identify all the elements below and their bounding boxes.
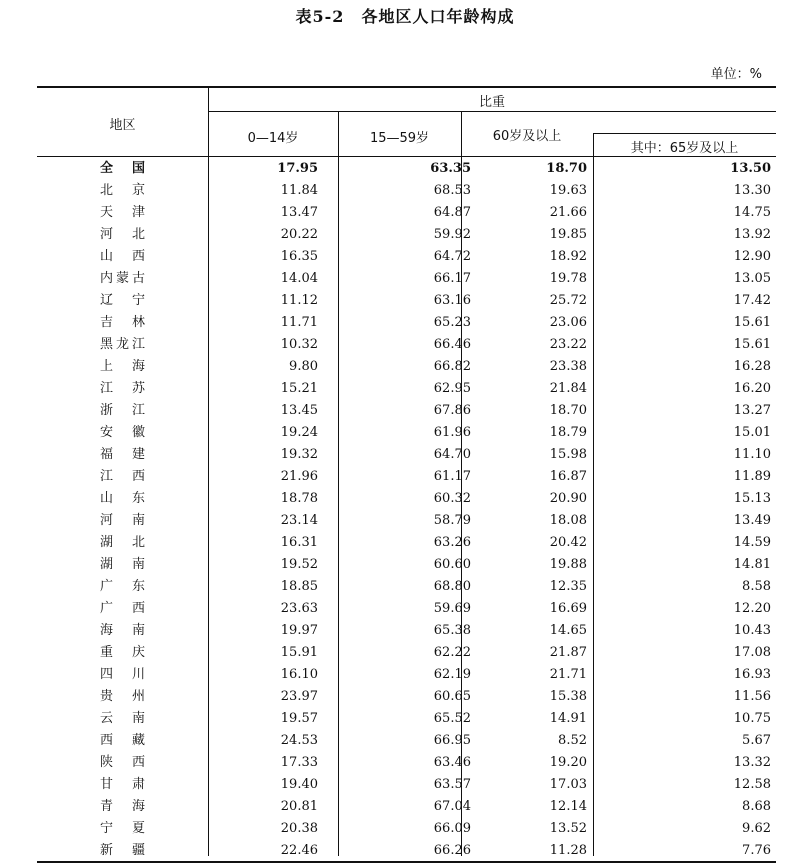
- value-15-59: 62.95: [433, 381, 471, 396]
- region-name: 福 建: [100, 447, 145, 462]
- table-row: [37, 686, 776, 708]
- table-row: [37, 466, 776, 488]
- table-row: [37, 224, 776, 246]
- value-65-plus: 12.58: [733, 777, 771, 792]
- value-60-plus: 23.38: [549, 359, 587, 374]
- header-65-plus: 其中：65岁及以上: [630, 141, 739, 156]
- value-0-14: 23.14: [280, 513, 318, 528]
- value-65-plus: 10.75: [733, 711, 771, 726]
- value-65-plus: 5.67: [742, 733, 771, 748]
- value-0-14: 18.78: [280, 491, 318, 506]
- region-name: 河 南: [100, 513, 145, 528]
- value-0-14: 20.81: [280, 799, 318, 814]
- region-name: 山 西: [100, 249, 145, 264]
- region-name: 新 疆: [100, 843, 145, 858]
- header-60-plus: 60岁及以上: [492, 129, 562, 144]
- value-60-plus: 21.84: [549, 381, 587, 396]
- value-15-59: 62.22: [433, 645, 471, 660]
- table-row: [37, 180, 776, 202]
- region-name: 重 庆: [100, 645, 145, 660]
- value-15-59: 68.53: [433, 183, 471, 198]
- value-15-59: 60.65: [433, 689, 471, 704]
- table-row: [37, 268, 776, 290]
- value-15-59: 65.52: [433, 711, 471, 726]
- table-row: [37, 642, 776, 664]
- value-65-plus: 17.42: [733, 293, 771, 308]
- region-name: 四 川: [100, 667, 145, 682]
- region-name: 安 徽: [100, 425, 145, 440]
- value-15-59: 61.17: [433, 469, 471, 484]
- value-15-59: 67.04: [433, 799, 471, 814]
- table-row: [37, 246, 776, 268]
- value-65-plus: 16.20: [733, 381, 771, 396]
- value-15-59: 66.17: [433, 271, 471, 286]
- value-0-14: 16.31: [280, 535, 318, 550]
- region-name: 宁 夏: [100, 821, 145, 836]
- value-15-59: 59.92: [433, 227, 471, 242]
- header-sub-rule: [593, 133, 776, 134]
- value-60-plus: 19.85: [549, 227, 587, 242]
- table-row: [37, 818, 776, 840]
- table-row: [37, 576, 776, 598]
- table-row: [37, 532, 776, 554]
- value-60-plus: 18.08: [549, 513, 587, 528]
- value-60-plus: 12.35: [549, 579, 587, 594]
- header-group-rule: [208, 111, 776, 112]
- value-60-plus: 18.79: [549, 425, 587, 440]
- value-65-plus: 14.81: [733, 557, 771, 572]
- value-15-59: 60.32: [433, 491, 471, 506]
- region-name: 上 海: [100, 359, 145, 374]
- value-0-14: 11.84: [280, 183, 318, 198]
- region-name: 海 南: [100, 623, 145, 638]
- value-0-14: 17.33: [280, 755, 318, 770]
- value-65-plus: 9.62: [742, 821, 771, 836]
- value-65-plus: 14.59: [733, 535, 771, 550]
- value-15-59: 63.16: [433, 293, 471, 308]
- value-65-plus: 8.58: [742, 579, 771, 594]
- value-0-14: 11.71: [280, 315, 318, 330]
- region-name: 河 北: [100, 227, 145, 242]
- value-65-plus: 11.89: [733, 469, 771, 484]
- value-0-14: 17.95: [277, 161, 318, 176]
- region-name: 云 南: [100, 711, 145, 726]
- value-60-plus: 12.14: [549, 799, 587, 814]
- region-name: 江 西: [100, 469, 145, 484]
- value-15-59: 60.60: [433, 557, 471, 572]
- value-65-plus: 12.20: [733, 601, 771, 616]
- value-0-14: 13.45: [280, 403, 318, 418]
- table-row: [37, 620, 776, 642]
- value-15-59: 66.09: [433, 821, 471, 836]
- value-65-plus: 8.68: [742, 799, 771, 814]
- value-15-59: 61.96: [433, 425, 471, 440]
- value-15-59: 67.86: [433, 403, 471, 418]
- value-15-59: 63.46: [433, 755, 471, 770]
- header-0-14: 0—14岁: [247, 131, 299, 146]
- region-name: 青 海: [100, 799, 145, 814]
- table-row: [37, 664, 776, 686]
- region-name: 浙 江: [100, 403, 145, 418]
- value-0-14: 19.24: [280, 425, 318, 440]
- value-0-14: 16.35: [280, 249, 318, 264]
- value-60-plus: 16.87: [549, 469, 587, 484]
- value-15-59: 68.80: [433, 579, 471, 594]
- header-bottom-rule: [37, 156, 776, 157]
- table-row: [37, 378, 776, 400]
- value-15-59: 66.26: [433, 843, 471, 858]
- value-0-14: 19.32: [280, 447, 318, 462]
- value-65-plus: 13.49: [733, 513, 771, 528]
- value-15-59: 64.72: [433, 249, 471, 264]
- value-60-plus: 19.20: [549, 755, 587, 770]
- value-65-plus: 16.28: [733, 359, 771, 374]
- table-row: [37, 444, 776, 466]
- value-60-plus: 20.42: [549, 535, 587, 550]
- table-row: [37, 334, 776, 356]
- region-name: 辽 宁: [100, 293, 145, 308]
- value-60-plus: 15.38: [549, 689, 587, 704]
- value-60-plus: 21.71: [549, 667, 587, 682]
- value-15-59: 66.46: [433, 337, 471, 352]
- region-name: 天 津: [100, 205, 145, 220]
- header-region: 地区: [109, 118, 136, 133]
- table-row: [37, 422, 776, 444]
- unit-label: 单位：%: [710, 67, 762, 82]
- region-name: 江 苏: [100, 381, 145, 396]
- value-0-14: 20.38: [280, 821, 318, 836]
- value-60-plus: 14.91: [549, 711, 587, 726]
- value-0-14: 16.10: [280, 667, 318, 682]
- value-60-plus: 25.72: [549, 293, 587, 308]
- value-0-14: 23.63: [280, 601, 318, 616]
- value-60-plus: 23.06: [549, 315, 587, 330]
- table-row: [37, 598, 776, 620]
- value-0-14: 24.53: [280, 733, 318, 748]
- region-name: 湖 南: [100, 557, 145, 572]
- value-65-plus: 15.01: [733, 425, 771, 440]
- value-15-59: 62.19: [433, 667, 471, 682]
- value-60-plus: 19.63: [549, 183, 587, 198]
- value-15-59: 64.70: [433, 447, 471, 462]
- value-15-59: 59.69: [433, 601, 471, 616]
- table-row: [37, 752, 776, 774]
- value-65-plus: 7.76: [742, 843, 771, 858]
- table-title: 表5-2 各地区人口年龄构成: [295, 7, 515, 26]
- value-65-plus: 13.50: [730, 161, 771, 176]
- region-name: 广 东: [100, 579, 145, 594]
- table-body: [37, 158, 776, 862]
- region-name: 贵 州: [100, 689, 145, 704]
- table-row: [37, 796, 776, 818]
- table-row: [37, 356, 776, 378]
- value-0-14: 19.97: [280, 623, 318, 638]
- value-15-59: 66.95: [433, 733, 471, 748]
- value-60-plus: 18.92: [549, 249, 587, 264]
- value-15-59: 63.57: [433, 777, 471, 792]
- region-name: 吉 林: [100, 315, 145, 330]
- table-row: [37, 730, 776, 752]
- value-65-plus: 10.43: [733, 623, 771, 638]
- value-0-14: 22.46: [280, 843, 318, 858]
- value-60-plus: 19.78: [549, 271, 587, 286]
- value-65-plus: 11.10: [733, 447, 771, 462]
- value-60-plus: 20.90: [549, 491, 587, 506]
- value-0-14: 11.12: [280, 293, 318, 308]
- value-15-59: 63.35: [430, 161, 471, 176]
- header-15-59: 15—59岁: [369, 131, 430, 146]
- value-60-plus: 18.70: [546, 161, 587, 176]
- value-65-plus: 13.27: [733, 403, 771, 418]
- region-name: 陕 西: [100, 755, 145, 770]
- value-65-plus: 15.61: [733, 315, 771, 330]
- region-name: 黑龙江: [100, 337, 145, 352]
- value-0-14: 19.52: [280, 557, 318, 572]
- region-name: 内蒙古: [100, 271, 145, 286]
- region-name: 北 京: [100, 183, 145, 198]
- value-65-plus: 13.30: [733, 183, 771, 198]
- header-group: 比重: [478, 95, 505, 110]
- value-0-14: 18.85: [280, 579, 318, 594]
- table-top-rule: [37, 86, 776, 88]
- value-0-14: 21.96: [280, 469, 318, 484]
- value-65-plus: 15.61: [733, 337, 771, 352]
- value-65-plus: 16.93: [733, 667, 771, 682]
- value-60-plus: 23.22: [549, 337, 587, 352]
- value-15-59: 66.82: [433, 359, 471, 374]
- value-60-plus: 8.52: [558, 733, 587, 748]
- value-0-14: 20.22: [280, 227, 318, 242]
- value-60-plus: 13.52: [549, 821, 587, 836]
- value-0-14: 10.32: [280, 337, 318, 352]
- region-name: 西 藏: [100, 733, 145, 748]
- region-name: 甘 肃: [100, 777, 145, 792]
- table-row: [37, 400, 776, 422]
- value-65-plus: 15.13: [733, 491, 771, 506]
- value-60-plus: 17.03: [549, 777, 587, 792]
- value-60-plus: 15.98: [549, 447, 587, 462]
- value-60-plus: 21.66: [549, 205, 587, 220]
- value-15-59: 63.26: [433, 535, 471, 550]
- table-row: [37, 202, 776, 224]
- table-row: [37, 312, 776, 334]
- table-row: [37, 554, 776, 576]
- value-0-14: 23.97: [280, 689, 318, 704]
- value-60-plus: 21.87: [549, 645, 587, 660]
- value-0-14: 19.40: [280, 777, 318, 792]
- value-0-14: 19.57: [280, 711, 318, 726]
- table-row: [37, 708, 776, 730]
- region-name: 山 东: [100, 491, 145, 506]
- value-60-plus: 19.88: [549, 557, 587, 572]
- value-60-plus: 14.65: [549, 623, 587, 638]
- value-60-plus: 11.28: [549, 843, 587, 858]
- value-65-plus: 14.75: [733, 205, 771, 220]
- value-15-59: 58.79: [433, 513, 471, 528]
- value-15-59: 65.23: [433, 315, 471, 330]
- value-65-plus: 17.08: [733, 645, 771, 660]
- value-65-plus: 13.32: [733, 755, 771, 770]
- table-row: [37, 774, 776, 796]
- value-65-plus: 12.90: [733, 249, 771, 264]
- region-name: 全 国: [100, 161, 145, 176]
- value-0-14: 14.04: [280, 271, 318, 286]
- table-row: [37, 840, 776, 862]
- value-0-14: 15.21: [280, 381, 318, 396]
- region-name: 湖 北: [100, 535, 145, 550]
- value-0-14: 13.47: [280, 205, 318, 220]
- value-0-14: 9.80: [289, 359, 318, 374]
- value-65-plus: 13.92: [733, 227, 771, 242]
- table-row-total: [37, 158, 776, 180]
- value-65-plus: 13.05: [733, 271, 771, 286]
- table-row: [37, 510, 776, 532]
- region-name: 广 西: [100, 601, 145, 616]
- value-60-plus: 16.69: [549, 601, 587, 616]
- value-15-59: 65.38: [433, 623, 471, 638]
- table-row: [37, 290, 776, 312]
- value-65-plus: 11.56: [733, 689, 771, 704]
- value-15-59: 64.87: [433, 205, 471, 220]
- value-60-plus: 18.70: [549, 403, 587, 418]
- table-row: [37, 488, 776, 510]
- value-0-14: 15.91: [280, 645, 318, 660]
